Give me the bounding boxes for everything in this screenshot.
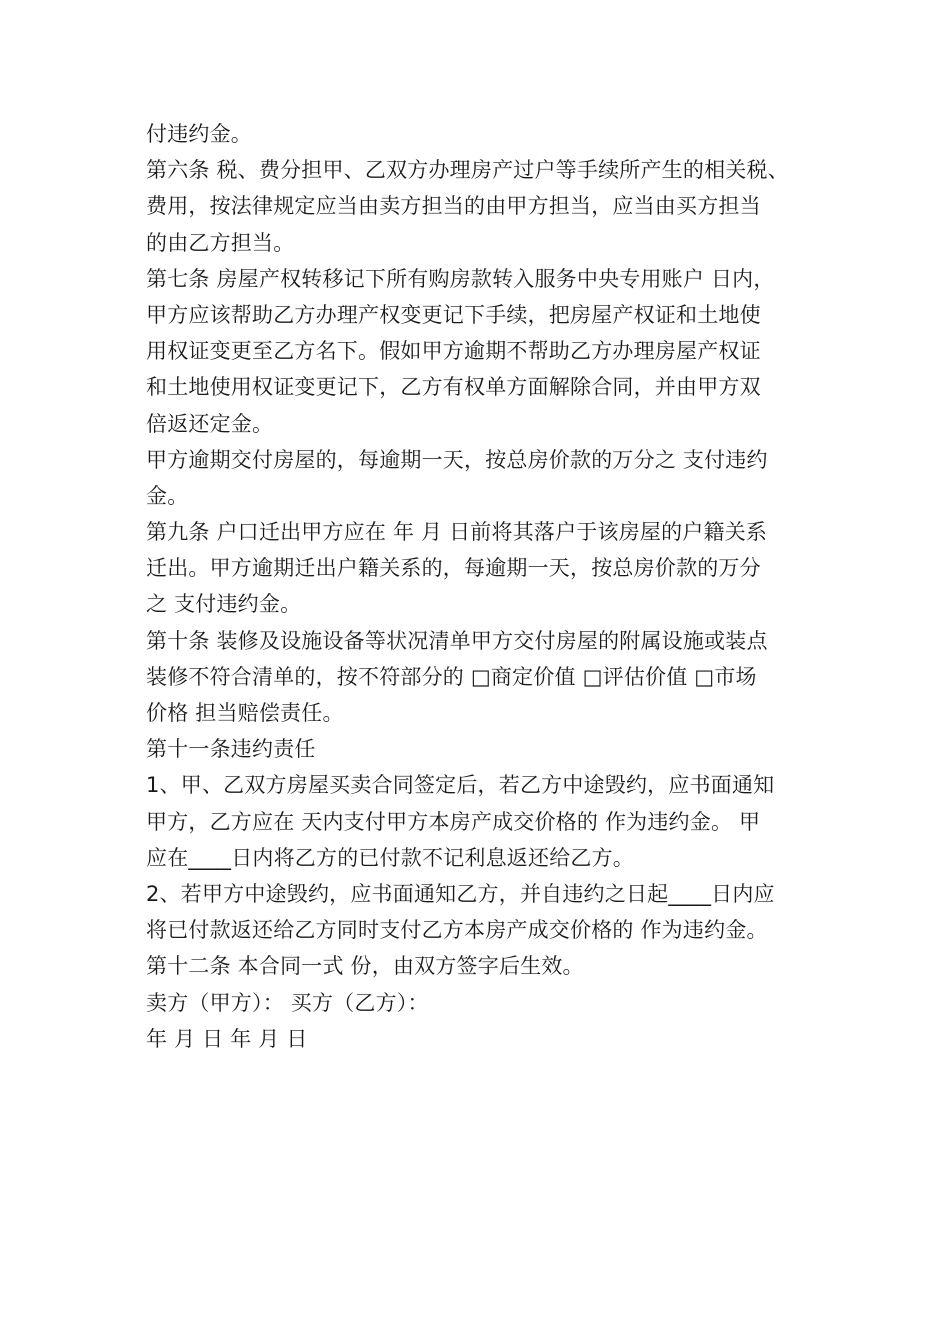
clause-1-line: 1、甲、乙双方房屋买卖合同签定后，若乙方中途毁约，应书面通知 [146, 773, 775, 798]
text-line: 费用，按法律规定应当由卖方担当的由甲方担当，应当由买方担当 [146, 194, 761, 219]
text-line: 之 支付违约金。 [146, 592, 302, 617]
article-12-heading-line: 第十二条 本合同一式 份，由双方签字后生效。 [146, 954, 584, 979]
text-line: 价格 担当赔偿责任。 [146, 701, 344, 725]
text-line: 金。 [146, 483, 189, 508]
text-line: 和土地使用权证变更记下，乙方有权单方面解除合同，并由甲方双 [146, 375, 761, 400]
article-9-heading-line: 第九条 户口迁出甲方应在 年 月 日前将其落户于该房屋的户籍关系 [146, 520, 768, 545]
text-line: 甲方逾期交付房屋的，每逾期一天，按总房价款的万分之 支付违约 [146, 447, 768, 472]
text-line: 应在____日内将乙方的已付款不记利息返还给乙方。 [146, 845, 634, 870]
text-line: 装修不符合清单的，按不符部分的 □商定价值 □评估价值 □市场 [146, 664, 757, 689]
text-line: 倍返还定金。 [146, 411, 274, 436]
text-line: 的由乙方担当。 [146, 230, 295, 255]
article-10-heading-line: 第十条 装修及设施设备等状况清单甲方交付房屋的附属设施或装点 [146, 628, 768, 653]
text-line: 将已付款返还给乙方同时支付乙方本房产成交价格的 作为违约金。 [146, 918, 768, 943]
signature-parties-line: 卖方（甲方）： 买方（乙方）： [146, 990, 429, 1015]
text-line: 甲方，乙方应在 天内支付甲方本房产成交价格的 作为违约金。 甲 [146, 809, 761, 834]
article-7-heading-line: 第七条 房屋产权转移记下所有购房款转入服务中央专用账户 日内， [146, 266, 775, 291]
signature-dates-line: 年 月 日 年 月 日 [146, 1026, 308, 1051]
clause-2-line: 2、若甲方中途毁约，应书面通知乙方，并自违约之日起____日内应 [146, 881, 775, 906]
text-line: 付违约金。 [146, 122, 252, 146]
text-line: 甲方应该帮助乙方办理产权变更记下手续，把房屋产权证和土地使 [146, 302, 761, 327]
article-6-heading-line: 第六条 税、费分担甲、乙双方办理房产过户等手续所产生的相关税、 [146, 158, 789, 183]
text-line: 迁出。甲方逾期迁出户籍关系的，每逾期一天，按总房价款的万分 [146, 556, 761, 581]
text-line: 用权证变更至乙方名下。假如甲方逾期不帮助乙方办理房屋产权证 [146, 339, 761, 364]
article-11-heading-line: 第十一条违约责任 [146, 737, 316, 762]
contract-text [146, 116, 811, 1057]
